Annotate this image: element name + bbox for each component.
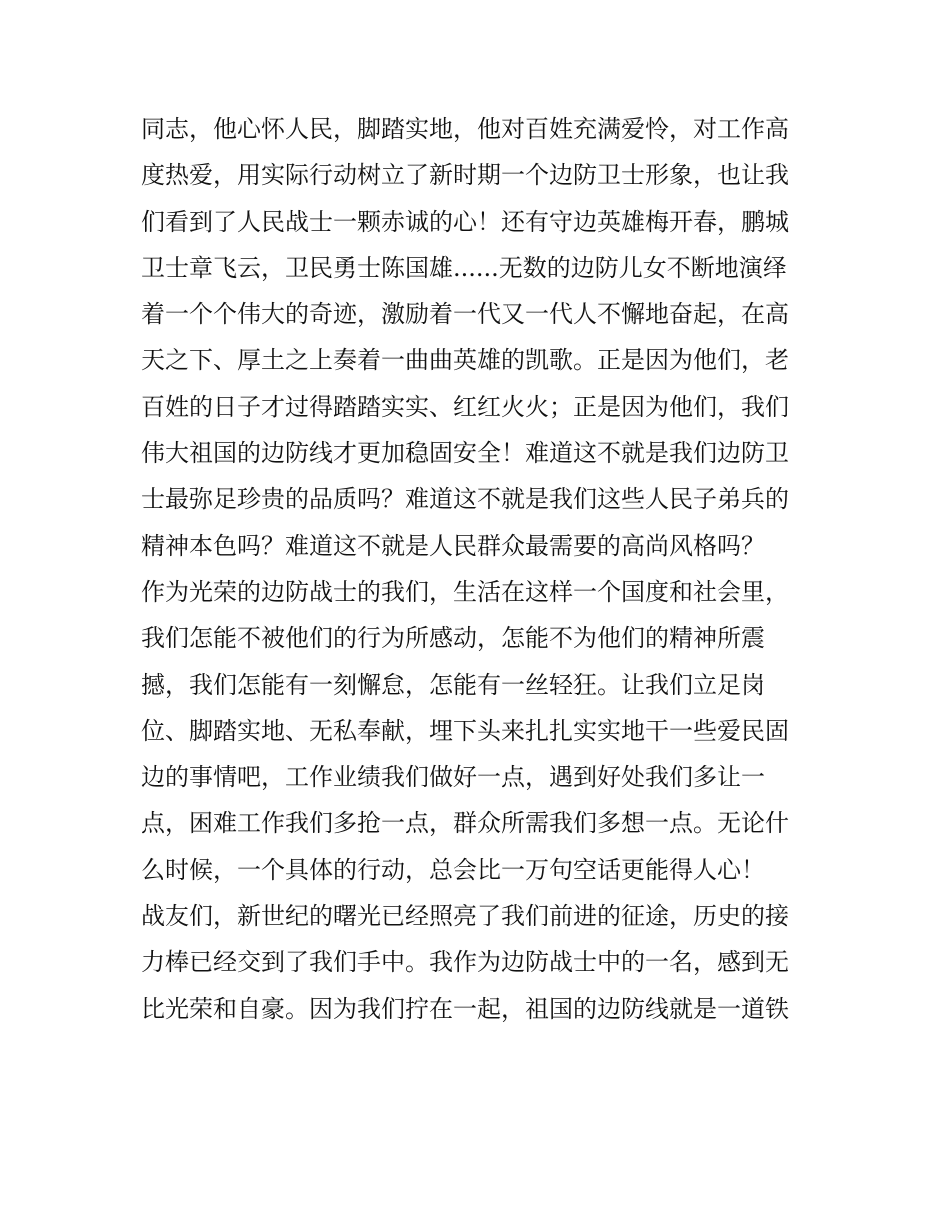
- text-line-17: 么时候，一个具体的行动，总会比一万句空话更能得人心！: [141, 855, 765, 884]
- text-line-16: 点，困难工作我们多抢一点，群众所需我们多想一点。无论什: [141, 809, 789, 838]
- text-line-15: 边的事情吧，工作业绩我们做好一点，遇到好处我们多让一: [141, 763, 765, 792]
- text-line-5: 着一个个伟大的奇迹，激励着一代又一代人不懈地奋起，在高: [141, 300, 789, 329]
- text-line-1: 同志，他心怀人民，脚踏实地，他对百姓充满爱怜，对工作高: [141, 115, 789, 143]
- text-line-10: 精神本色吗？难道这不就是人民群众最需要的高尚风格吗？: [141, 531, 765, 560]
- text-line-4: 卫士章飞云，卫民勇士陈国雄......无数的边防儿女不断地演绎: [141, 253, 787, 282]
- text-line-19: 力棒已经交到了我们手中。我作为边防战士中的一名，感到无: [141, 948, 789, 977]
- text-line-18: 战友们，新世纪的曙光已经照亮了我们前进的征途，历史的接: [141, 902, 789, 931]
- text-line-6: 天之下、厚土之上奏着一曲曲英雄的凯歌。正是因为他们，老: [141, 346, 789, 375]
- text-line-9: 士最弥足珍贵的品质吗？难道这不就是我们这些人民子弟兵的: [141, 485, 789, 514]
- text-line-2: 度热爱，用实际行动树立了新时期一个边防卫士形象，也让我: [141, 161, 789, 190]
- text-line-20: 比光荣和自豪。因为我们拧在一起，祖国的边防线就是一道铁: [141, 994, 789, 1023]
- text-line-14: 位、脚踏实地、无私奉献，埋下头来扎扎实实地干一些爱民固: [141, 716, 789, 745]
- text-line-11: 作为光荣的边防战士的我们，生活在这样一个国度和社会里，: [141, 577, 789, 606]
- body-text: [141, 106, 821, 1032]
- text-line-12: 我们怎能不被他们的行为所感动，怎能不为他们的精神所震: [141, 624, 765, 653]
- text-line-7: 百姓的日子才过得踏踏实实、红红火火；正是因为他们，我们: [141, 392, 789, 421]
- text-line-8: 伟大祖国的边防线才更加稳固安全！难道这不就是我们边防卫: [141, 439, 789, 468]
- text-line-13: 撼，我们怎能有一刻懈怠，怎能有一丝轻狂。让我们立足岗: [141, 670, 765, 699]
- text-line-3: 们看到了人民战士一颗赤诚的心！还有守边英雄梅开春，鹏城: [141, 207, 789, 236]
